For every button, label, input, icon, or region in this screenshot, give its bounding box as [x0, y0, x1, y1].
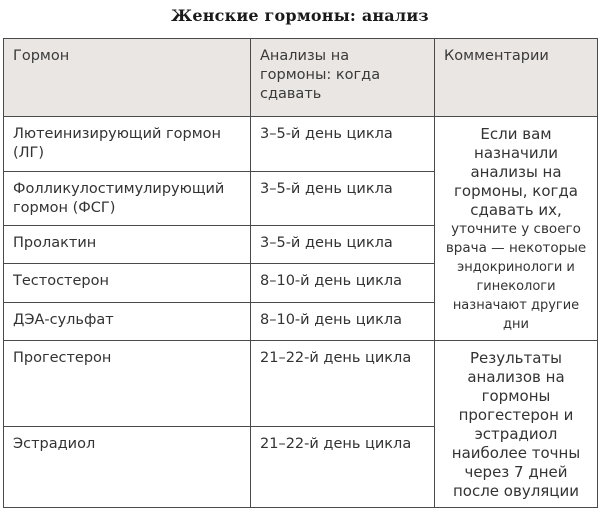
header-comments: Комментарии — [435, 39, 598, 117]
cell-when: 3–5-й день цикла — [251, 117, 435, 172]
comment-line: уточните у своего — [451, 221, 581, 237]
page-title: Женские гормоны: анализ — [171, 6, 429, 25]
cell-hormone: Пролактин — [4, 225, 251, 263]
comment-line: назначают другие — [452, 298, 580, 313]
header-when: Анализы на гормоны: когда сдавать — [251, 39, 435, 117]
comment-line: эндокринологи и — [457, 260, 575, 275]
comment-line: гормоны — [481, 387, 551, 405]
cell-when: 3–5-й день цикла — [251, 225, 435, 263]
comment-line: анализы на — [470, 163, 562, 181]
cell-when: 8–10-й день цикла — [251, 302, 435, 340]
comment-line: гормоны, когда — [454, 182, 578, 200]
comment-line: назначили — [474, 144, 558, 162]
cell-when: 21–22-й день цикла — [251, 341, 435, 427]
header-hormone: Гормон — [4, 39, 251, 117]
comment-line: анализов на — [467, 368, 565, 386]
comment-line: Результаты — [469, 349, 563, 367]
comment-line: врача — некоторые — [445, 240, 587, 256]
cell-hormone: ДЭА-сульфат — [4, 302, 251, 340]
cell-when: 21–22-й день цикла — [251, 427, 435, 508]
comment-line: гинекологи — [476, 279, 556, 294]
cell-when: 3–5-й день цикла — [251, 172, 435, 225]
comment-line: сдавать их, — [470, 201, 562, 219]
comment-line: через 7 дней — [464, 463, 568, 481]
hormone-table — [3, 38, 598, 508]
table-row — [4, 341, 598, 427]
cell-hormone: Фолликулостимулирующий гормон (ФСГ) — [4, 172, 251, 225]
cell-when: 8–10-й день цикла — [251, 264, 435, 302]
table-row — [4, 117, 598, 172]
cell-hormone: Эстрадиол — [4, 427, 251, 508]
comment-general — [435, 117, 598, 341]
comment-line: эстрадиол — [474, 425, 558, 443]
cell-hormone: Тестостерон — [4, 264, 251, 302]
comment-line: прогестерон и — [458, 406, 574, 424]
comment-line: дни — [503, 317, 529, 332]
comment-line: наиболее точны — [451, 444, 581, 462]
table-header-row — [4, 39, 598, 117]
comment-line: Если вам — [480, 125, 552, 143]
cell-hormone: Прогестерон — [4, 341, 251, 427]
comment-progesterone-estradiol — [435, 341, 598, 508]
comment-line: после овуляции — [452, 482, 580, 500]
cell-hormone: Лютеинизирующий гормон (ЛГ) — [4, 117, 251, 172]
